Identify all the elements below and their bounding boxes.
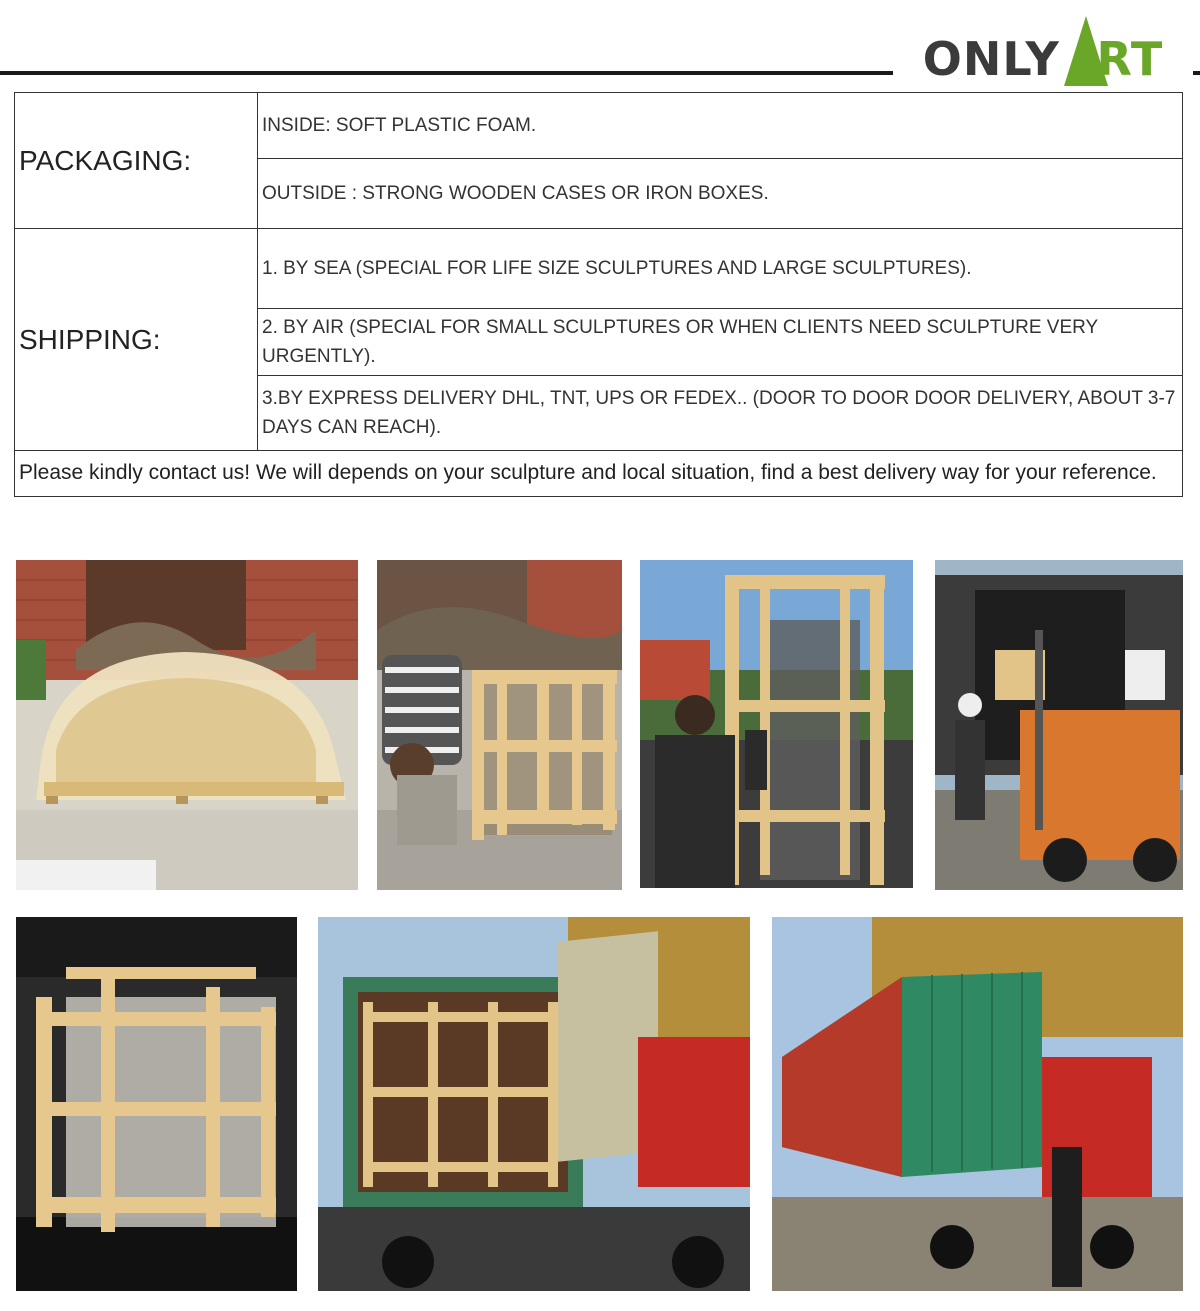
- shipping-express: 3.BY EXPRESS DELIVERY DHL, TNT, UPS OR FEDEX.. (DOOR TO DOOR DOOR DELIVERY, ABOUT 3-7 DAYS CAN REACH).: [258, 376, 1183, 451]
- packaging-inside: INSIDE: SOFT PLASTIC FOAM.: [258, 93, 1183, 159]
- logo-letter-a: [1060, 36, 1097, 82]
- photo-wrapped-bathtub: [16, 560, 358, 890]
- packaging-label: PACKAGING:: [15, 93, 258, 229]
- packaging-shipping-table: [14, 92, 1183, 497]
- photo-green-container-truck: [772, 917, 1183, 1291]
- contact-note: Please kindly contact us! We will depends on your sculpture and local situation, find a best delivery way for your reference.: [15, 451, 1183, 497]
- logo-text-rt: RT: [1096, 32, 1164, 86]
- photo-forklift-loading-truck: [935, 560, 1183, 890]
- shipping-air: 2. BY AIR (SPECIAL FOR SMALL SCULPTURES OR WHEN CLIENTS NEED SCULPTURE VERY URGENTLY).: [258, 309, 1183, 376]
- logo-text-only: ONLY: [922, 32, 1060, 86]
- packaging-outside: OUTSIDE : STRONG WOODEN CASES OR IRON BOXES.: [258, 159, 1183, 229]
- photo-worker-building-crate: [377, 560, 622, 890]
- photo-container-on-red-truck: [318, 917, 750, 1291]
- shipping-label: SHIPPING:: [15, 229, 258, 451]
- photo-tall-crate-workers: [640, 560, 913, 888]
- photo-crate-in-truck: [16, 917, 297, 1291]
- onlyart-logo[interactable]: [893, 28, 1193, 90]
- shipping-sea: 1. BY SEA (SPECIAL FOR LIFE SIZE SCULPTURES AND LARGE SCULPTURES).: [258, 229, 1183, 309]
